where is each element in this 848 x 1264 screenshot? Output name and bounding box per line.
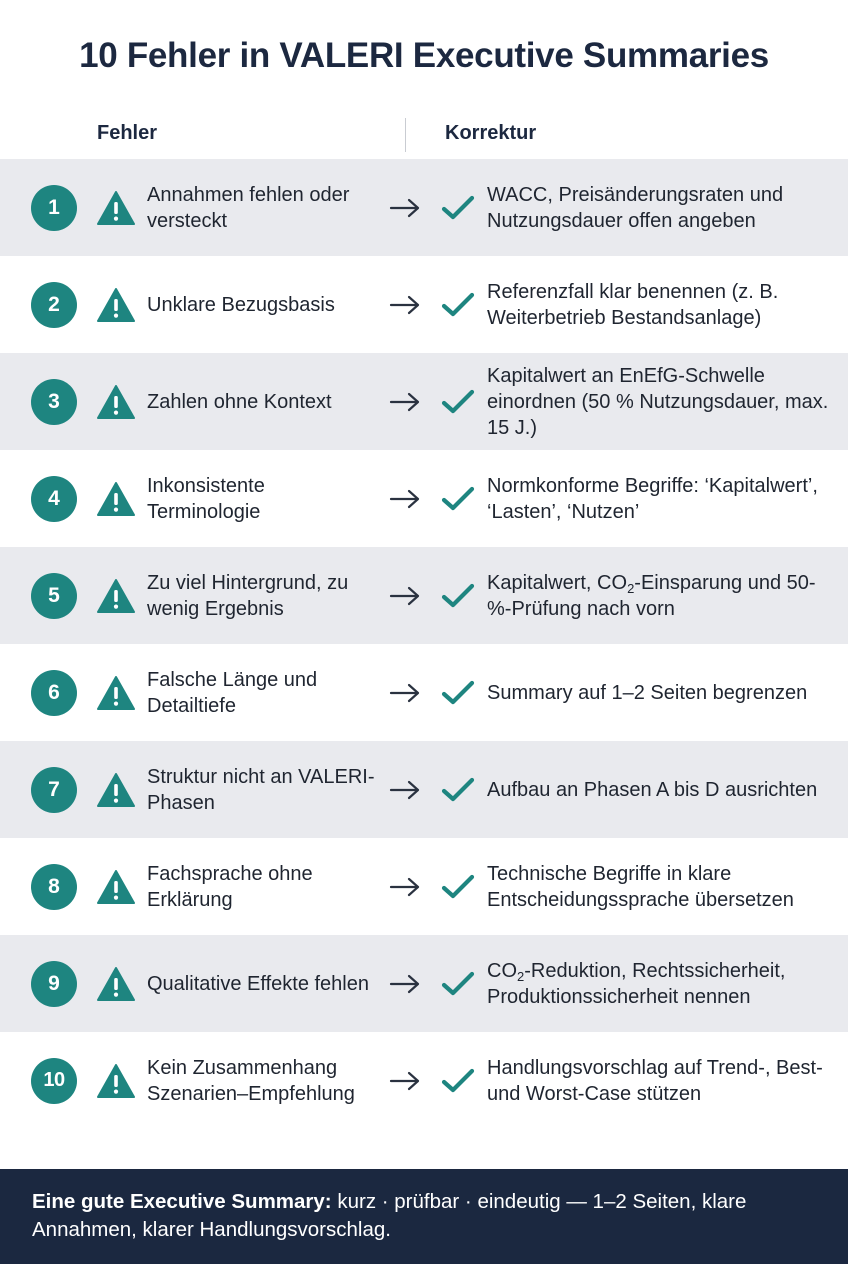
row-number-badge: 5 xyxy=(31,573,77,619)
column-divider xyxy=(405,118,406,152)
arrow-right-icon xyxy=(388,584,422,608)
list-item xyxy=(0,1032,848,1129)
list-item xyxy=(0,838,848,935)
column-header-corrections: Korrektur xyxy=(445,122,537,144)
warning-triangle-icon xyxy=(96,481,136,517)
page-title: 10 Fehler in VALERI Executive Summaries xyxy=(79,36,769,75)
row-number-badge: 6 xyxy=(31,670,77,716)
check-icon xyxy=(441,194,475,222)
error-text: Zu viel Hintergrund, zu wenig Ergebnis xyxy=(147,571,349,620)
list-item xyxy=(0,547,848,644)
correction-text: Technische Begriffe in klare Entscheidungssprache übersetzen xyxy=(487,862,794,911)
correction-text: WACC, Preisänderungsraten und Nutzungsdauer offen angeben xyxy=(487,183,784,232)
list-item xyxy=(0,935,848,1032)
error-text: Struktur nicht an VALERI-Phasen xyxy=(147,765,375,814)
row-number-badge: 9 xyxy=(31,961,77,1007)
arrow-right-icon xyxy=(388,196,422,220)
warning-triangle-icon xyxy=(96,1063,136,1099)
row-number-badge: 3 xyxy=(31,379,77,425)
error-text: Qualitative Effekte fehlen xyxy=(147,972,369,995)
list-item xyxy=(0,159,848,256)
check-icon xyxy=(441,776,475,804)
warning-triangle-icon xyxy=(96,869,136,905)
list-item xyxy=(0,256,848,353)
warning-triangle-icon xyxy=(96,190,136,226)
warning-triangle-icon xyxy=(96,578,136,614)
error-text: Falsche Länge und Detailtiefe xyxy=(147,668,318,717)
warning-triangle-icon xyxy=(96,966,136,1002)
correction-text: Aufbau an Phasen A bis D ausrichten xyxy=(487,778,818,801)
warning-triangle-icon xyxy=(96,772,136,808)
correction-text: Referenzfall klar benennen (z. B. Weiterbetrieb Bestandsanlage) xyxy=(487,280,779,329)
summary-footer xyxy=(0,1169,848,1264)
check-icon xyxy=(441,970,475,998)
arrow-right-icon xyxy=(388,778,422,802)
arrow-right-icon xyxy=(388,487,422,511)
row-number-badge: 7 xyxy=(31,767,77,813)
footer-body: kurz · prüfbar · eindeutig — 1–2 Seiten, klare Annahmen, klarer Handlungsvorschlag. xyxy=(32,1190,747,1241)
check-icon xyxy=(441,291,475,319)
check-icon xyxy=(441,485,475,513)
row-number-badge: 10 xyxy=(31,1058,77,1104)
column-header-errors: Fehler xyxy=(97,122,158,144)
check-icon xyxy=(441,679,475,707)
error-text: Annahmen fehlen oder versteckt xyxy=(147,183,350,232)
list-item xyxy=(0,450,848,547)
arrow-right-icon xyxy=(388,972,422,996)
error-text: Zahlen ohne Kontext xyxy=(147,390,332,413)
correction-text: Kapitalwert, $CO_2$-Einsparung und 50-%-Prüfung nach vorn xyxy=(487,571,816,620)
correction-text: Handlungsvorschlag auf Trend-, Best- und Worst-Case stützen xyxy=(487,1056,823,1105)
row-number-badge: 4 xyxy=(31,476,77,522)
row-number-badge: 2 xyxy=(31,282,77,328)
error-correction-list xyxy=(0,159,848,1129)
arrow-right-icon xyxy=(388,390,422,414)
warning-triangle-icon xyxy=(96,675,136,711)
arrow-right-icon xyxy=(388,1069,422,1093)
warning-triangle-icon xyxy=(96,287,136,323)
check-icon xyxy=(441,582,475,610)
footer-text xyxy=(32,1188,822,1244)
row-number-badge: 1 xyxy=(31,185,77,231)
list-item xyxy=(0,353,848,450)
check-icon xyxy=(441,1067,475,1095)
correction-text: $CO_2$-Reduktion, Rechtssicherheit, Produktionssicherheit nennen xyxy=(487,959,786,1008)
row-number-badge: 8 xyxy=(31,864,77,910)
check-icon xyxy=(441,388,475,416)
arrow-right-icon xyxy=(388,293,422,317)
arrow-right-icon xyxy=(388,681,422,705)
error-text: Inkonsistente Terminologie xyxy=(147,474,265,523)
correction-text: Normkonforme Begriffe: ‘Kapitalwert’, ‘Lasten’, ‘Nutzen’ xyxy=(487,474,818,523)
list-item xyxy=(0,644,848,741)
warning-triangle-icon xyxy=(96,384,136,420)
correction-text: Summary auf 1–2 Seiten begrenzen xyxy=(487,681,808,704)
check-icon xyxy=(441,873,475,901)
error-text: Unklare Bezugsbasis xyxy=(147,293,335,316)
error-text: Kein Zusammenhang Szenarien–Empfehlung xyxy=(147,1056,355,1105)
footer-bold-lead: Eine gute Executive Summary: xyxy=(32,1190,332,1213)
list-item xyxy=(0,741,848,838)
error-text: Fachsprache ohne Erklärung xyxy=(147,862,313,911)
arrow-right-icon xyxy=(388,875,422,899)
correction-text: Kapitalwert an EnEfG-Schwelle einordnen (50 % Nutzungsdauer, max. 15 J.) xyxy=(487,364,829,439)
